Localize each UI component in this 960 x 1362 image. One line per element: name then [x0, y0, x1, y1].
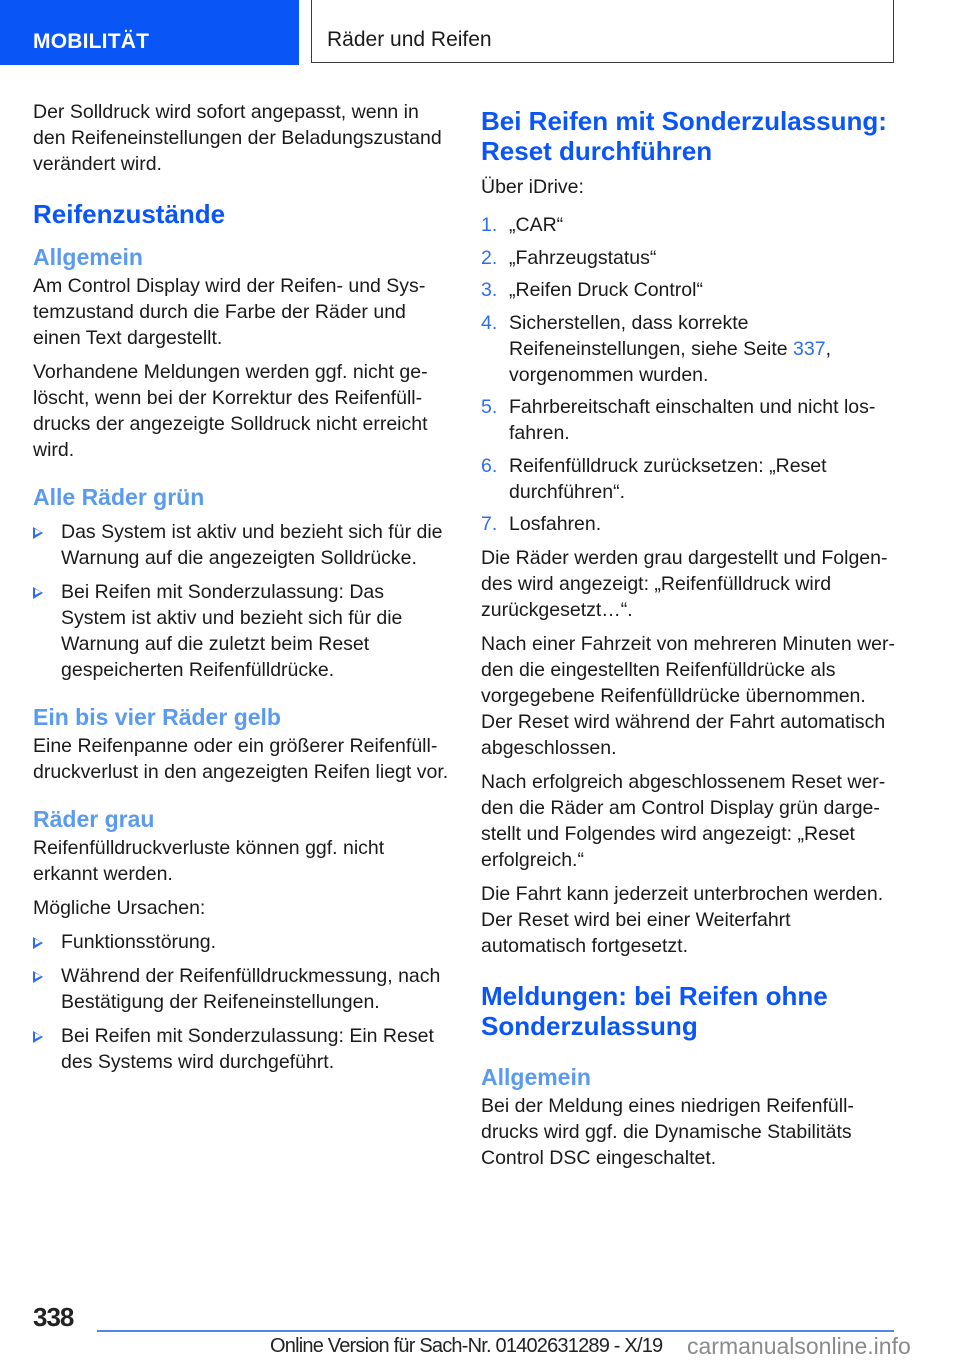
heading-alle-raeder-gruen: Alle Räder grün: [33, 484, 205, 510]
watermark: carmanualsonline.info: [687, 1333, 911, 1359]
gelb-paragraph: Eine Reifenpanne oder ein größerer Reifenfülldruckverlust in den angezeigten Reifen liegt vor.: [33, 735, 449, 783]
intro-paragraph: Der Solldruck wird sofort angepasst, wenn in den Reifeneinstellungen der Beladungszustand verändert wird.: [33, 101, 442, 175]
triangle-bullet-icon: [33, 527, 43, 539]
section-title: MOBILITÄT: [33, 30, 150, 53]
reset-steps: [481, 212, 896, 537]
footer-divider: [97, 1330, 894, 1332]
step-item: 1. „CAR“: [481, 214, 564, 236]
step-item: 2. „Fahrzeugstatus“: [481, 246, 657, 269]
page-link-337[interactable]: 337: [793, 337, 826, 360]
list-item: Funktionsstörung.: [33, 929, 453, 955]
grau-paragraph-1: Reifenfülldruckverluste können ggf. nicht erkannt werden.: [33, 837, 385, 885]
page-number: 338: [33, 1302, 74, 1332]
gruen-list: [33, 519, 453, 683]
allgemein-paragraph-2: Vorhandene Meldungen werden ggf. nicht gelöscht, wenn bei der Korrektur des Reifenfülldrucks der angezeigte Solldruck nicht erreicht wird.: [33, 361, 428, 461]
step-item: 3. „Reifen Druck Control“: [481, 279, 703, 301]
right-column: [481, 106, 896, 1179]
heading-reset: Bei Reifen mit Sonderzulassung: Reset durchführen: [481, 106, 887, 166]
heading-meldungen: Meldungen: bei Reifen ohne Sonderzulassung: [481, 981, 828, 1041]
list-item: Bei Reifen mit Sonderzulassung: Das System ist aktiv und bezieht sich für die Warnung auf die zuletzt beim Reset gespeicherten Reifenfülldrücke.: [33, 579, 453, 683]
chapter-header: [311, 0, 894, 63]
list-item: Während der Reifenfülldruckmessung, nach Bestätigung der Reifeneinstellungen.: [33, 963, 453, 1015]
meldungen-paragraph: Bei der Meldung eines niedrigen Reifenfülldrucks wird ggf. die Dynamische Stabilitäts Control DSC eingeschaltet.: [481, 1095, 854, 1169]
online-version-text: Online Version für Sach-Nr. 01402631289 - X/19: [270, 1335, 663, 1357]
left-column: [33, 99, 453, 1083]
step-item: 7. Losfahren.: [481, 513, 602, 535]
heading-allgemein: Allgemein: [33, 244, 143, 270]
reset-paragraph-4: Die Fahrt kann jederzeit unterbrochen werden. Der Reset wird bei einer Weiterfahrt automatisch fortgesetzt.: [481, 883, 884, 957]
grau-paragraph-2: Mögliche Ursachen:: [33, 897, 206, 919]
heading-raeder-gelb: Ein bis vier Räder gelb: [33, 704, 281, 730]
list-item: Das System ist aktiv und bezieht sich für die Warnung auf die angezeigten Solldrücke.: [33, 519, 453, 571]
reset-paragraph-3: Nach erfolgreich abgeschlossenem Reset werden die Räder am Control Display grün dargestellt und Folgendes wird angezeigt: „Reset erfolgreich.“: [481, 771, 886, 871]
list-item: Bei Reifen mit Sonderzulassung: Ein Reset des Systems wird durchgeführt.: [33, 1023, 453, 1075]
allgemein-paragraph-1: Am Control Display wird der Reifen- und Systemzustand durch die Farbe der Räder und einen Text dargestellt.: [33, 275, 426, 349]
section-tab: [0, 0, 299, 65]
triangle-bullet-icon: [33, 971, 43, 983]
grau-list: [33, 929, 453, 1075]
idrive-label: Über iDrive:: [481, 176, 584, 198]
step-item: 5. Fahrbereitschaft einschalten und nicht losfahren.: [481, 396, 876, 444]
step-item: 4. Sicherstellen, dass korrekte Reifeneinstellungen, siehe Seite 337, vorgenommen wurden.: [481, 311, 831, 386]
reset-paragraph-1: Die Räder werden grau dargestellt und Folgendes wird angezeigt: „Reifenfülldruck wird zurückgesetzt…“.: [481, 547, 888, 621]
heading-allgemein-right: Allgemein: [481, 1064, 591, 1090]
triangle-bullet-icon: [33, 1031, 43, 1043]
reset-paragraph-2: Nach einer Fahrzeit von mehreren Minuten werden die eingestellten Reifenfülldrücke als vorgegebene Reifenfülldrücke übernommen. Der Reset wird während der Fahrt automatisch abgeschlossen.: [481, 633, 896, 759]
triangle-bullet-icon: [33, 937, 43, 949]
chapter-title: Räder und Reifen: [327, 28, 492, 51]
heading-raeder-grau: Räder grau: [33, 806, 155, 832]
step-item: 6. Reifenfülldruck zurücksetzen: „Reset durchführen“.: [481, 454, 827, 503]
heading-reifenzustaende: Reifenzustände: [33, 199, 226, 229]
triangle-bullet-icon: [33, 587, 43, 599]
